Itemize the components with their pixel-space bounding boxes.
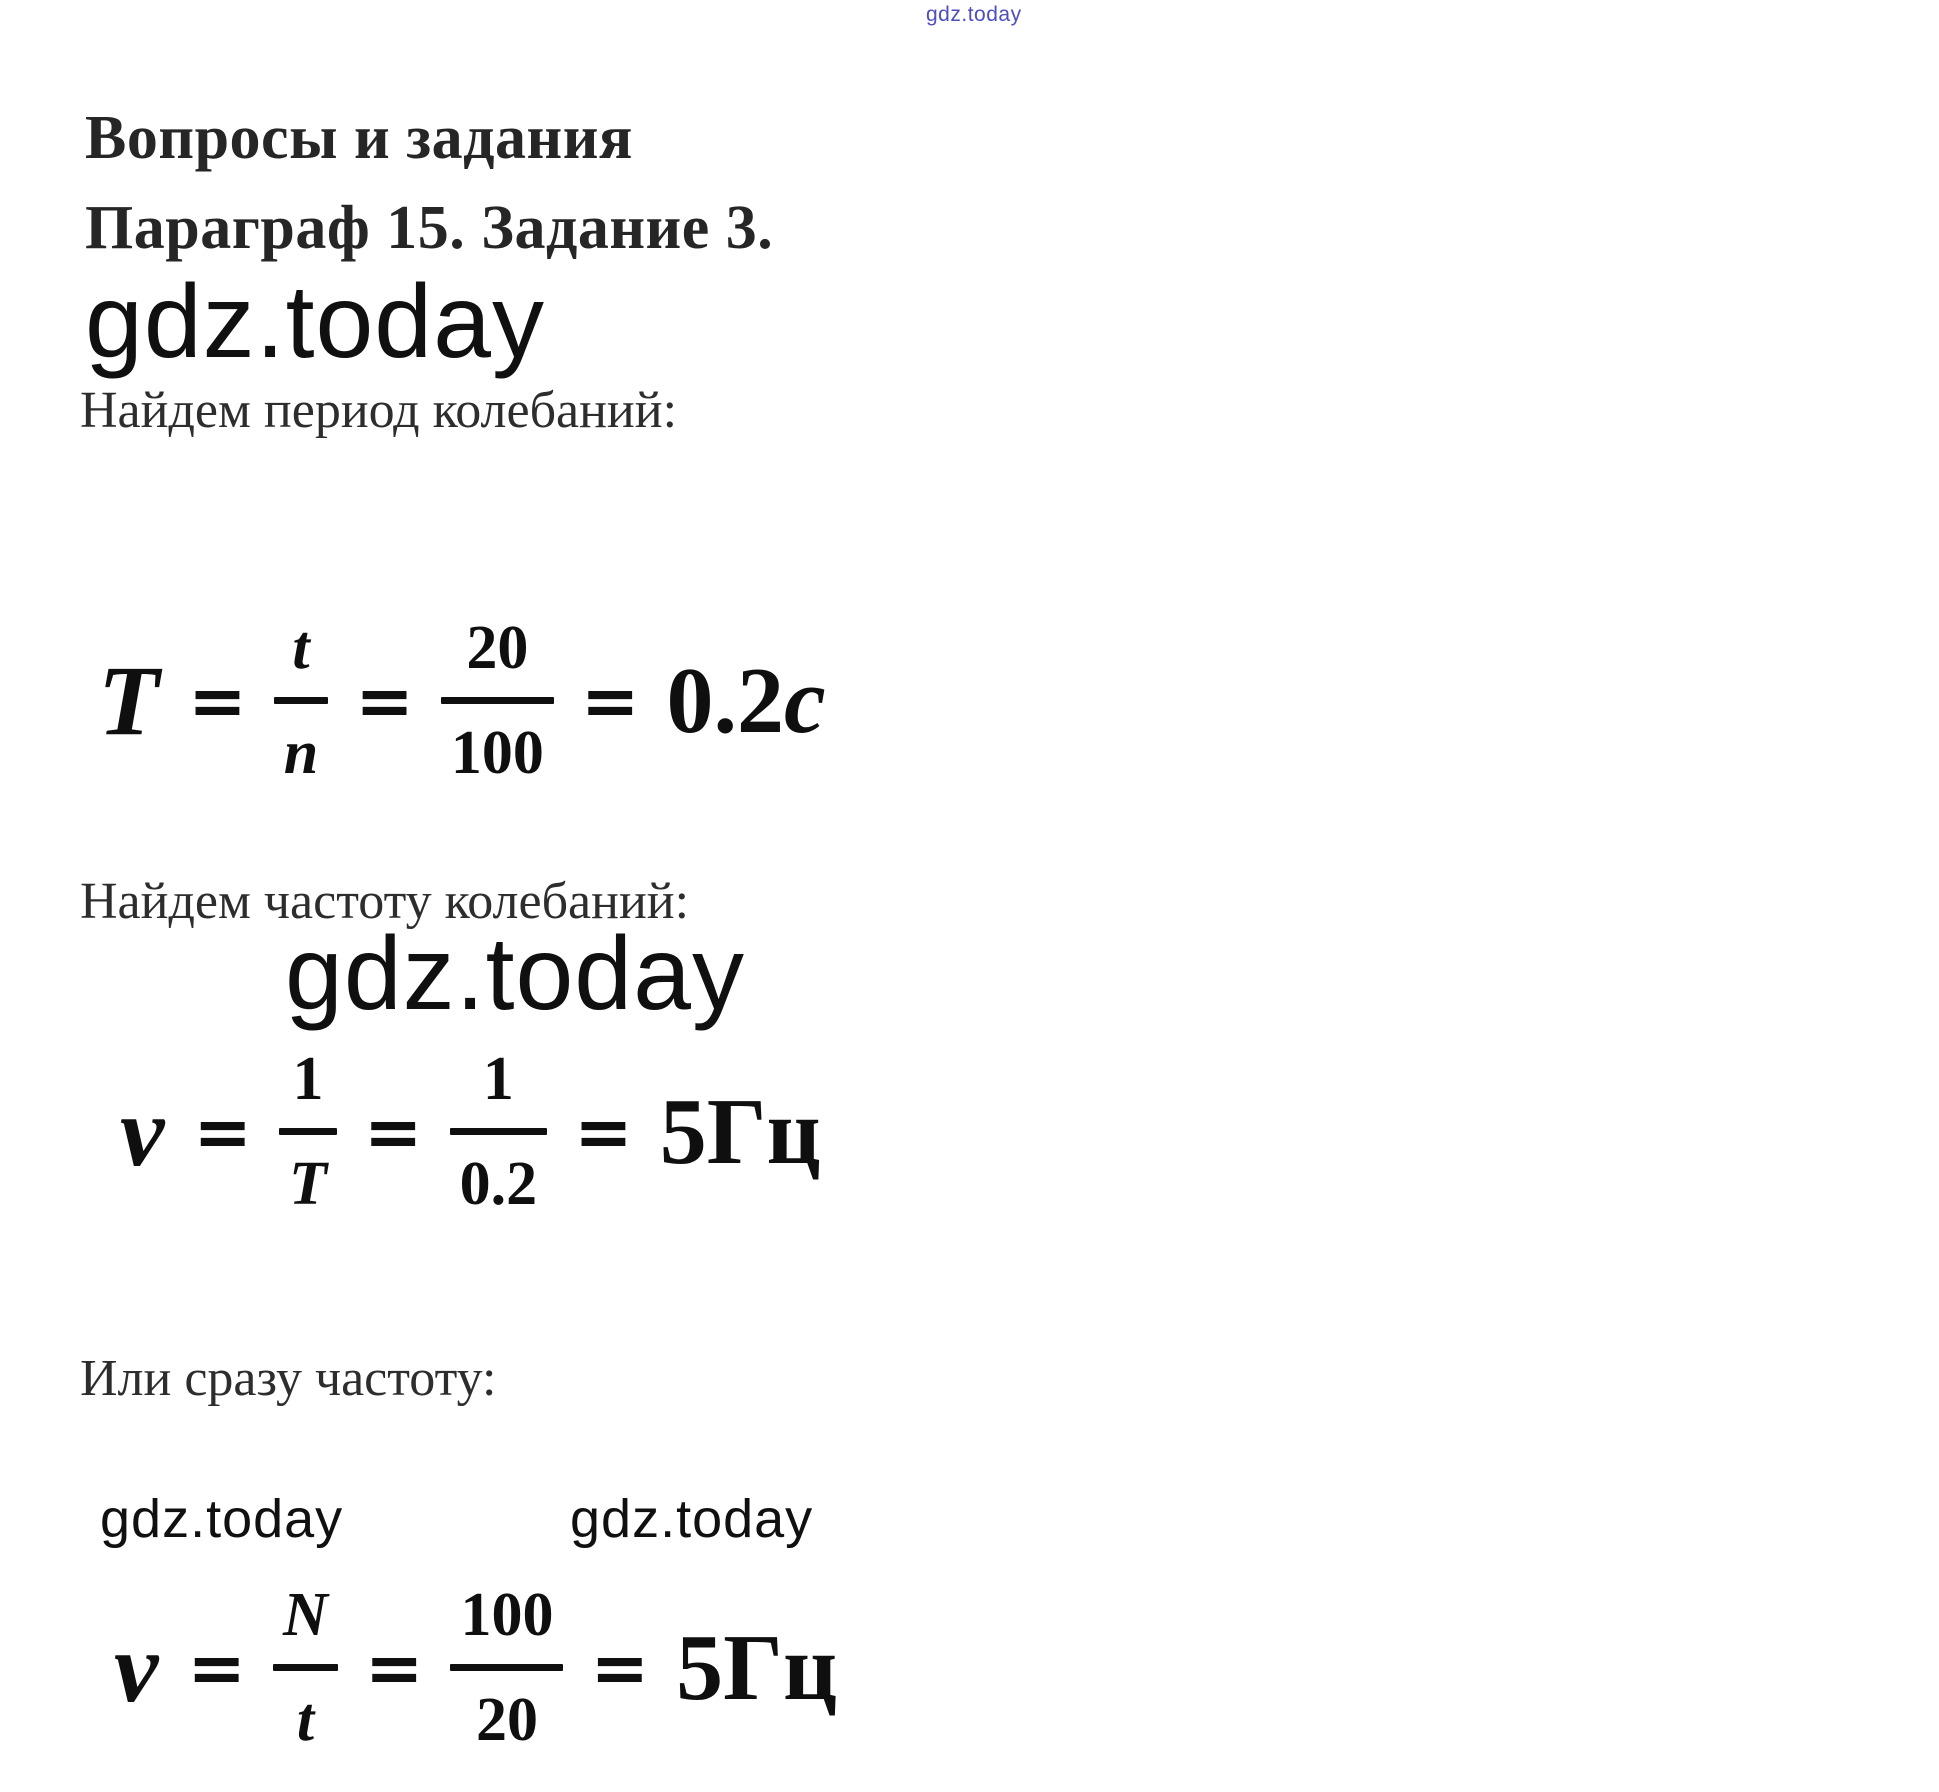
- result-unit: Гц: [723, 1615, 838, 1720]
- fraction-numerator: t: [292, 614, 310, 682]
- fraction-denominator: 20: [475, 1686, 538, 1754]
- watermark-gdz-small-left: gdz.today: [100, 1489, 344, 1549]
- formula-lhs: v: [120, 1075, 165, 1187]
- formula-frequency: [120, 1045, 821, 1218]
- watermark-gdz-large-1: gdz.today: [85, 264, 545, 380]
- fraction-bar: [441, 697, 554, 704]
- fraction-bar: [450, 1664, 563, 1671]
- fraction-bar: [273, 1664, 338, 1671]
- heading-questions-tasks: Вопросы и задания: [85, 104, 633, 172]
- fraction-symbolic: [274, 614, 328, 787]
- formula-frequency-direct: [114, 1581, 838, 1754]
- fraction-numerator: 1: [482, 1045, 514, 1113]
- fraction-bar: [450, 1128, 548, 1135]
- equals-sign: =: [580, 659, 640, 742]
- equals-sign: =: [590, 1626, 650, 1709]
- result-value: 5: [676, 1615, 724, 1720]
- result-unit: Гц: [706, 1079, 821, 1184]
- equals-sign: =: [193, 1090, 253, 1173]
- fraction-numerator: 100: [460, 1581, 554, 1649]
- equals-sign: =: [363, 1090, 423, 1173]
- formula-result: [666, 648, 826, 753]
- formula-lhs: T: [98, 644, 160, 756]
- label-find-period: Найдем период колебаний:: [80, 382, 678, 439]
- fraction-denominator: T: [289, 1150, 327, 1218]
- equals-sign: =: [188, 659, 247, 742]
- result-value: 0.2: [666, 648, 785, 753]
- formula-result: [659, 1079, 821, 1184]
- equals-sign: =: [187, 1626, 247, 1709]
- fraction-numerator: N: [283, 1581, 328, 1649]
- watermark-gdz-large-2: gdz.today: [285, 916, 745, 1032]
- fraction-denominator: 100: [450, 719, 544, 787]
- equals-sign: =: [364, 1626, 424, 1709]
- equals-sign: =: [574, 1090, 633, 1173]
- fraction-denominator: 0.2: [459, 1150, 538, 1218]
- formula-period: [98, 614, 826, 787]
- label-or-directly-frequency: Или сразу частоту:: [80, 1350, 497, 1407]
- fraction-symbolic: [279, 1045, 337, 1218]
- result-unit: c: [784, 648, 826, 753]
- result-value: 5: [659, 1079, 707, 1184]
- fraction-symbolic: [273, 1581, 338, 1754]
- fraction-numerator: 1: [292, 1045, 324, 1113]
- label-find-frequency: Найдем частоту колебаний:: [80, 873, 690, 930]
- formula-lhs: v: [114, 1611, 159, 1723]
- fraction-denominator: t: [296, 1686, 315, 1754]
- fraction-numeric: [441, 614, 554, 787]
- formula-result: [676, 1615, 838, 1720]
- heading-paragraph-task: Параграф 15. Задание 3.: [85, 194, 774, 262]
- equals-sign: =: [355, 659, 414, 742]
- watermark-gdz-small-right: gdz.today: [570, 1489, 814, 1549]
- fraction-numerator: 20: [466, 614, 529, 682]
- fraction-denominator: n: [283, 719, 319, 787]
- fraction-bar: [274, 697, 328, 704]
- fraction-numeric: [450, 1045, 548, 1218]
- top-watermark: gdz.today: [926, 3, 1022, 26]
- fraction-numeric: [450, 1581, 563, 1754]
- fraction-bar: [279, 1128, 337, 1135]
